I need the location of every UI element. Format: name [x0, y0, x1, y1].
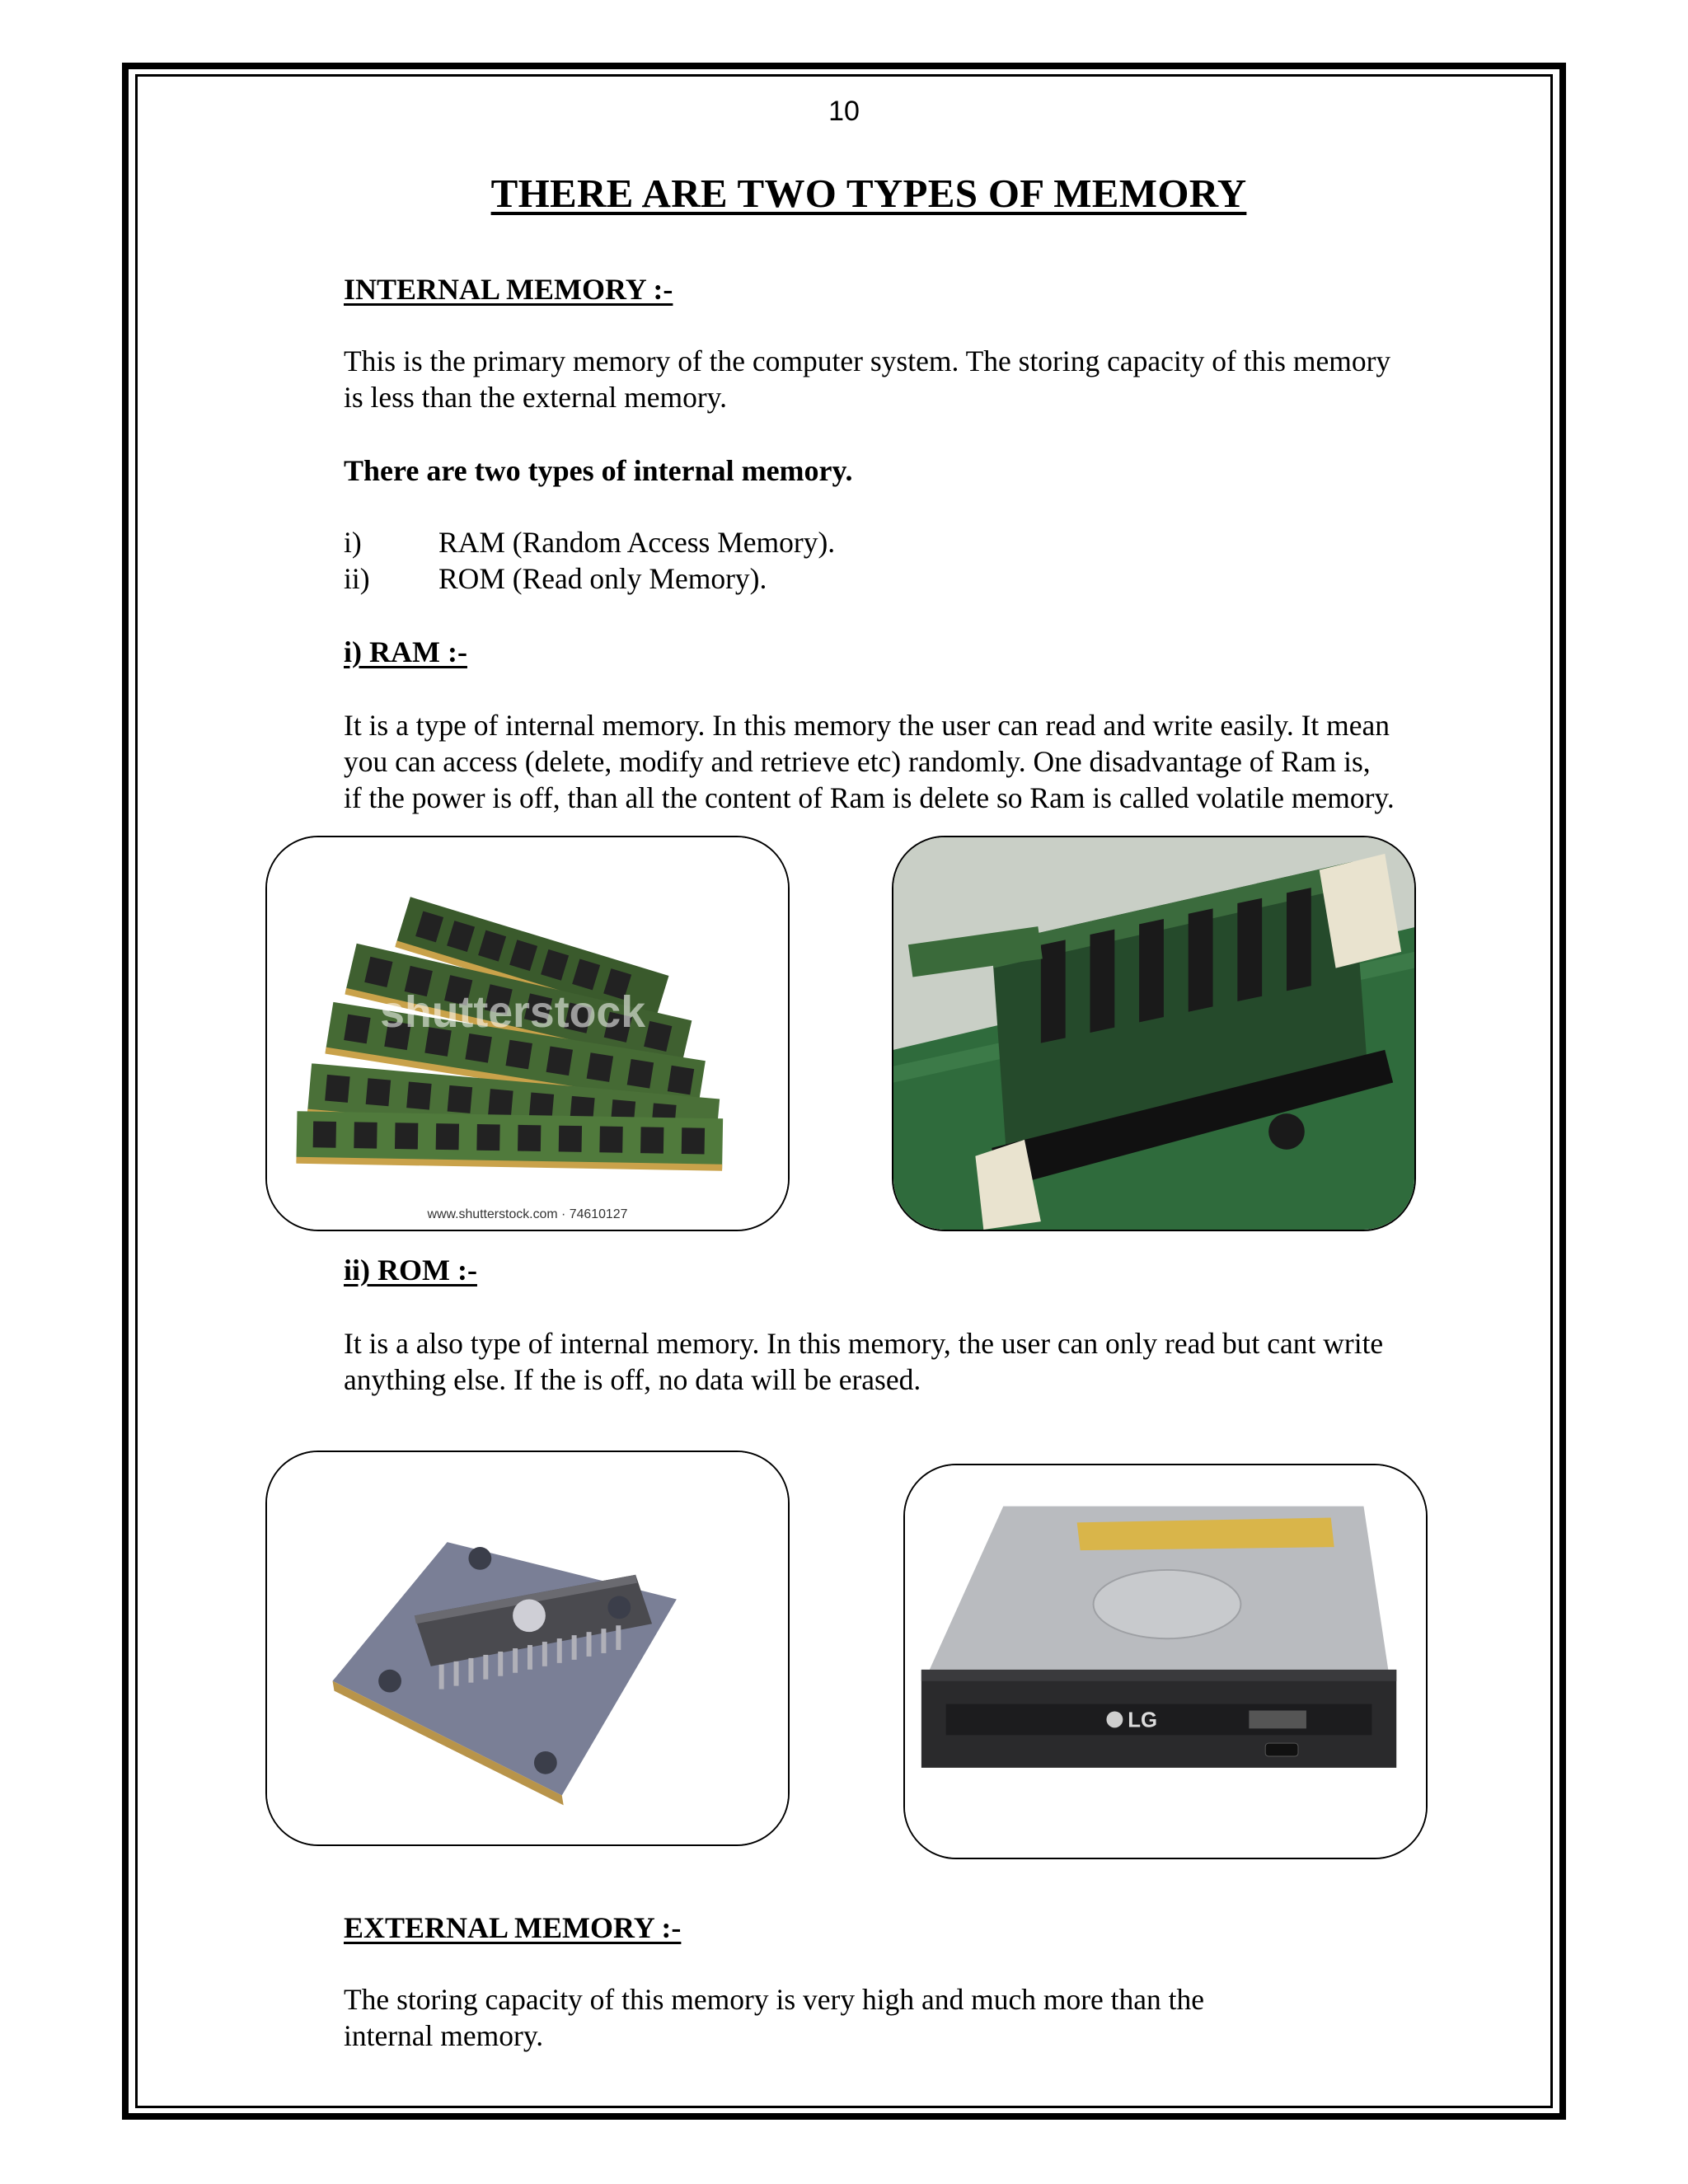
list-marker: i): [344, 526, 362, 559]
dvd-drive-photo: [903, 1464, 1428, 1859]
internal-memory-description-line-1: This is the primary memory of the computer system. The storing capacity of this memory: [344, 344, 1391, 377]
shutterstock-watermark: shutterstock: [380, 987, 646, 1038]
ram-sticks-photo: [265, 836, 790, 1231]
list-marker: ii): [344, 562, 370, 595]
list-item-label: ROM (Read only Memory).: [438, 562, 767, 595]
list-item-ram: [344, 525, 835, 560]
list-item-rom: [344, 561, 767, 596]
internal-memory-description-line-2: is less than the external memory.: [344, 381, 727, 414]
internal-types-intro: There are two types of internal memory.: [344, 454, 853, 487]
rom-heading: ii) ROM :-: [344, 1254, 477, 1286]
ram-stick-5: [296, 1111, 723, 1170]
lg-brand-label: LG: [1128, 1708, 1158, 1732]
ram-in-slot-photo: [892, 836, 1416, 1231]
rom-description-line-1: It is a also type of internal memory. In this memory, the user can only read but cant write: [344, 1327, 1384, 1360]
external-memory-heading: EXTERNAL MEMORY :-: [344, 1911, 682, 1944]
external-memory-description-line-2: internal memory.: [344, 2019, 544, 2052]
ram-description-line-3: if the power is off, than all the content of Ram is delete so Ram is called volatile memory.: [344, 781, 1395, 814]
shutterstock-caption: www.shutterstock.com · 74610127: [427, 1207, 628, 1222]
ram-description-line-1: It is a type of internal memory. In this memory the user can read and write easily. It mean: [344, 709, 1390, 742]
page-title: THERE ARE TWO TYPES OF MEMORY: [490, 171, 1247, 216]
ram-heading: i) RAM :-: [344, 635, 467, 668]
internal-memory-heading: INTERNAL MEMORY :-: [344, 273, 673, 306]
list-item-label: RAM (Random Access Memory).: [438, 526, 836, 559]
page-number: 10: [828, 96, 860, 127]
ram-description-line-2: you can access (delete, modify and retrieve etc) randomly. One disadvantage of Ram is,: [344, 745, 1371, 778]
rom-description-line-2: anything else. If the is off, no data will be erased.: [344, 1363, 921, 1396]
external-memory-description-line-1: The storing capacity of this memory is very high and much more than the: [344, 1983, 1205, 2016]
eprom-chip-photo: [265, 1451, 790, 1846]
